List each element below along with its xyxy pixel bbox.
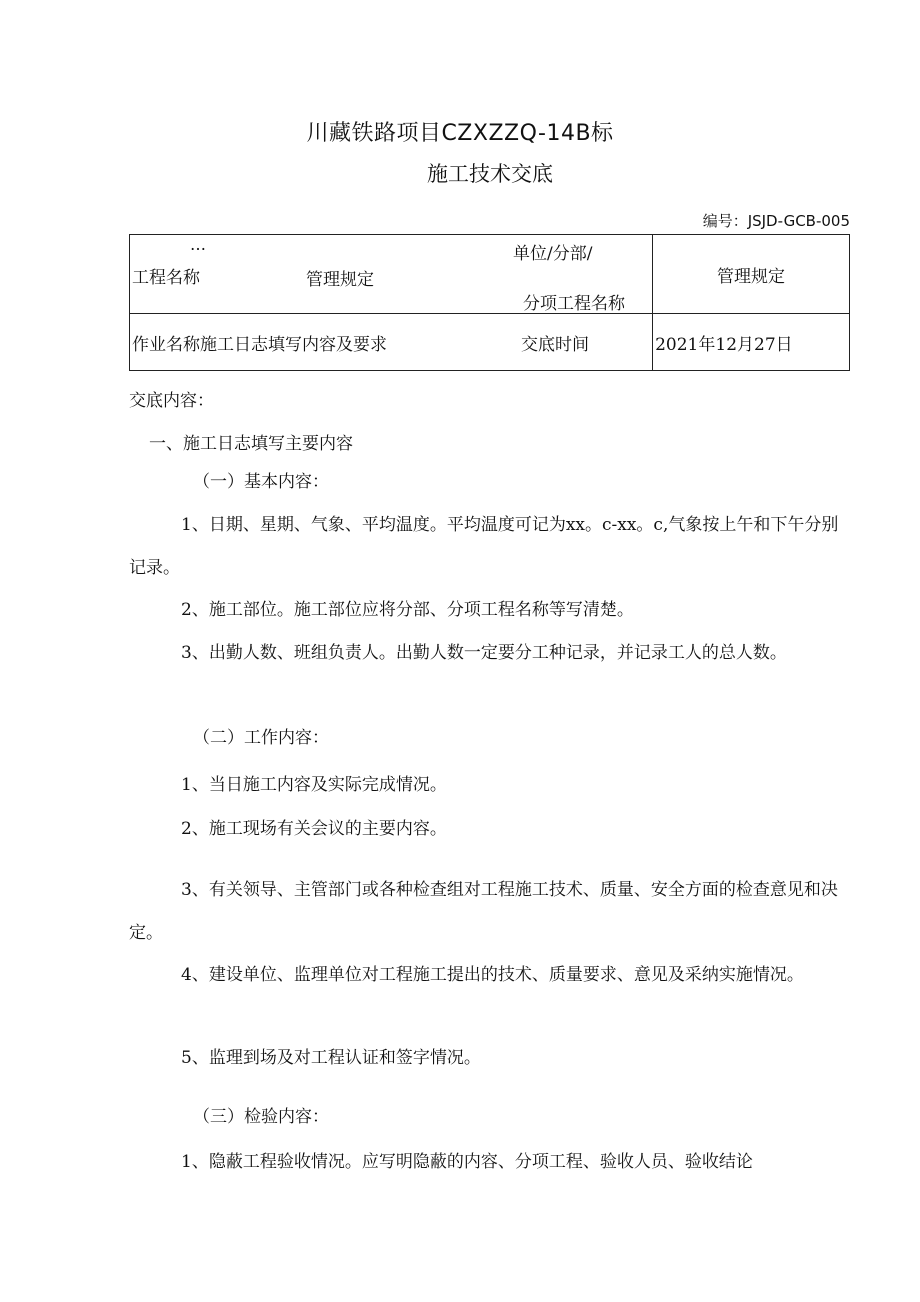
disclosure-time-value: 2021年12月27日 <box>653 314 850 371</box>
document-title: 川藏铁路项目CZXZZQ-14B标 <box>306 121 614 146</box>
project-name-value: 管理规定 <box>306 270 374 290</box>
unit-label-line1: 单位/分部/ <box>513 244 593 264</box>
info-row-work <box>130 314 850 371</box>
sec1-title: （一）基本内容： <box>193 472 329 492</box>
project-name-label: 工程名称 <box>132 268 200 288</box>
sec2-title: （二）工作内容： <box>193 728 329 748</box>
sec2-item2: 2、施工现场有关会议的主要内容。 <box>181 819 447 839</box>
sec3-item1: 1、隐蔽工程验收情况。应写明隐蔽的内容、分项工程、验收人员、验收结论 <box>181 1152 753 1172</box>
sec3-title: （三）检验内容： <box>193 1107 329 1127</box>
disclosure-time-label: 交底时间 <box>521 335 589 355</box>
sec2-item5: 5、监理到场及对工程认证和签字情况。 <box>181 1048 481 1068</box>
sec2-item3: 3、有关领导、主管部门或各种检查组对工程施工技术、质量、安全方面的检查意见和决定。 <box>129 880 838 943</box>
document-code: 编号：JSJD-GCB-005 <box>702 212 850 230</box>
sec1-item3: 3、出勤人数、班组负责人。出勤人数一定要分工种记录，并记录工人的总人数。 <box>181 643 787 663</box>
info-row-project <box>130 235 850 314</box>
section-heading: 一、施工日志填写主要内容 <box>149 434 353 454</box>
sec2-item4: 4、建设单位、监理单位对工程施工提出的技术、质量要求、意见及采纳实施情况。 <box>181 965 804 985</box>
unit-value-cell: 管理规定 <box>653 235 850 314</box>
project-cell <box>130 235 653 314</box>
info-table <box>129 234 850 371</box>
dots-mark: … <box>190 235 206 254</box>
content-label: 交底内容： <box>129 391 214 411</box>
sec1-item2: 2、施工部位。施工部位应将分部、分项工程名称等写清楚。 <box>181 600 634 620</box>
sec1-item1: 1、日期、星期、气象、平均温度。平均温度可记为xx。c-xx。c,气象按上午和下午分别记录。 <box>129 515 839 578</box>
work-cell <box>130 314 653 371</box>
unit-label-line2: 分项工程名称 <box>523 294 625 314</box>
document-subtitle: 施工技术交底 <box>427 162 553 186</box>
sec2-item1: 1、当日施工内容及实际完成情况。 <box>181 775 447 795</box>
work-name: 作业名称施工日志填写内容及要求 <box>132 335 387 355</box>
